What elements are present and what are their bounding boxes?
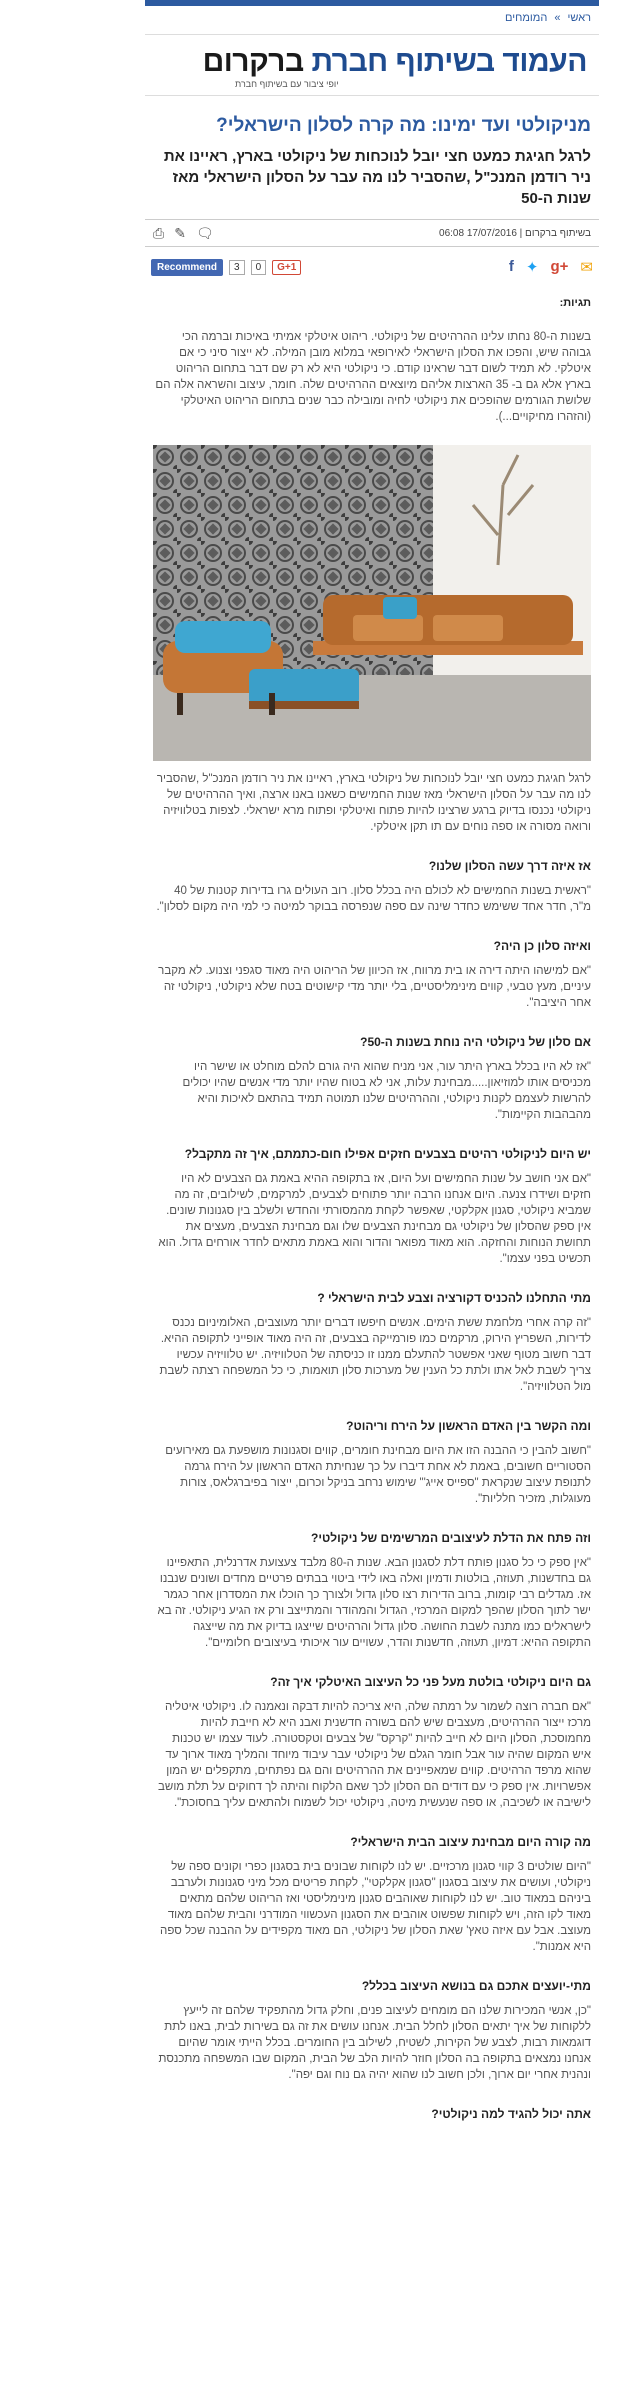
- facebook-icon[interactable]: f: [508, 258, 514, 275]
- facebook-count: 3: [229, 260, 245, 275]
- banner-title: [203, 45, 587, 79]
- share-icons: [509, 258, 593, 276]
- article-column: [145, 0, 599, 2400]
- article-subtitle: לרגל חגיגת כמעט חצי יובל לנוכחות של ניקולטי בארץ, ראיינו את ניר רודמן המנכ"ל ,שהסביר לנו מה עבר על הסלון הישראלי מאז שנות ה-50: [163, 148, 591, 207]
- article-title: מניקולטי ועד ימינו: מה קרה לסלון הישראלי?: [216, 115, 591, 136]
- interview-question: ואיזה סלון כן היה?: [493, 939, 591, 953]
- interview-answer: "אין ספק כי כל סגנון פותח דלת לסגנון הבא. שנות ה-80 מלבד צעצועת אדרנלית, התאפיינו גם בחדשנות, תעוזה, בולטות ודמיון ואלה באו לידי ביטוי בבתים פרטיים מחדים ושונים שנבנו אז. מגדלים רבי קומות, ברוב הדירות רצו סלון גדול ולצורך כך הוכלו את המסדרון אחר כגמר ישר לתוך הסלון שהפך למקום המרכזי, הגדול והמהודר והמתייצב ורק אז הגיע ניקולטי. זה בא לישראלים כמו מתנה לשבת החושה. סלון גדול והרהיטים שייצגו בדיוק את מה שייצגה התקופה ההיא: דמיון, תעוזה, חדשנות והדר, עשויים עור איכותי בעיצובים חלומיים".: [157, 1557, 591, 1649]
- interview-answer: "אם אני חושב על שנות החמישים ועל היום, אז בתקופה ההיא באמת גם הצבעים לא היו חזקים ושידרו צנעה. היום אנחנו הרבה יותר פתוחים לצבעים, למרקמים, לשילובים, זה מה שמביא ניקולטי, סגנון אקלקטי, שאפשר לקחת מהמסורתי והחדש ולשלב בין סגנונות שונים. אין ספק שהסלון של ניקולטי גם מבחינת הצבעים שלו וגם מבחינת הצבעים, מעצים את תחושת הנוחות והחזקה. הוא מאוד מפואר והדור והוא באמת מתאים לחדר אורחים גדול. הוא תכשיט בפני עצמו".: [158, 1173, 591, 1265]
- breadcrumb: [145, 6, 599, 34]
- interview-question: אם סלון של ניקולטי היה נוחת בשנות ה-50?: [360, 1035, 591, 1049]
- breadcrumb-separator: »: [554, 12, 561, 24]
- mail-icon[interactable]: ✉: [580, 259, 593, 276]
- interview-question: יש היום לניקולטי רהיטים בצבעים חזקים אפילו חום-כתמתם, איך זה מתקבל?: [184, 1147, 591, 1161]
- share-bar: [145, 247, 599, 287]
- interview-answer: "כן, אנשי המכירות שלנו הם מומחים לעיצוב פנים, וחלק גדול מהתפקיד שלהם זה לייעץ ללקוחות של איך יתאים הסלון לחלל הבית. אנחנו עושים את זה גם בשירות לבית, באנו לתת דוגמאות רבות, לצבע של הקירות, לשטיח, לשילוב בין החומרים. בכלל הייתי אומר שהיום אנחנו נמצאים בתקופה בה הסלון חוזר להיות הלב של הבית, המקום שבו המשפחה מתכנסת ונהנית אחרי יום ארוך, ולכן חשוב לנו שהוא יהיה גם נוח וגם יפה".: [158, 2005, 591, 2081]
- breadcrumb-section[interactable]: המומחים: [505, 12, 548, 24]
- print-icon[interactable]: ⎙: [153, 224, 165, 241]
- interview-question: ומה הקשר בין האדם הראשון על הירח וריהוט?: [346, 1419, 591, 1433]
- interview-question: אתה יכול להגיד למה ניקולטי?: [431, 2107, 591, 2121]
- google-plus-icon[interactable]: g+: [550, 258, 569, 275]
- tags-label: תגיות:: [559, 297, 591, 309]
- article-paragraph: לרגל חגיגת כמעט חצי יובל לנוכחות של ניקולטי בארץ, ראיינו את ניר רודמן המנכ"ל ,שהסביר לנו מה עבר על הסלון הישראלי מאז שנות החמישים כשאנו באנו ארצה, ואיך ההרהיטים של ניקולטי נכנסו בדיוק ברגע שרצינו להיות פתוח ואיטלקי ופתוח מרא ישראלי. לצפות בטלוויזיה ורואה מסורה או ספה נוחים עם תו תקן איטלקי.: [156, 773, 591, 833]
- interview-answer: "היום שולטים 3 קווי סגנון מרכזיים. יש לנו לקוחות שבונים בית בסגנון כפרי וקונים ספה של ניקולטי, ועושים את עיצוב בסגנון "סגנון אקלקטי", לקחת פריטים מכל מיני סגנונות ולערבב ביניהם במאוד טוב. יש לנו לקוחות שאוהבים סגנון מינימליסטי ואז הריהוט שלהם מתאים מאוד לקו הזה, ויש לקוחות שפשוט אוהבים את הסגנון העכשווי המודרני והבית שלהם מאוד מעוצב. אבל עם איזה טאץ' שאת הסלון של ניקולטי, הם מאוד מקפידים על ההבנה שכל ספה היא אמנות".: [160, 1861, 591, 1953]
- article-byline: בשיתוף ברקרום | 17/07/2016 06:08: [439, 227, 591, 239]
- facebook-recommend-button[interactable]: Recommend: [151, 259, 223, 276]
- article-meta-bar: [145, 219, 599, 247]
- interview-answer: "חשוב להבין כי ההבנה הזו את היום מבחינת חומרים, קווים וסגנונות מושפעת גם מאירועים הסטוריים חשובים, באמת לא אחת דיברו על כך שנחיתת האדם הראשון על הירח גרמה לתנופת עיצוב שנקראת "ספייס אייג'" שימוש נרחב בניקל וכרום, ייצור בפיברגלאס, צורות מעוגלות, מזכיר חלליות".: [165, 1445, 591, 1505]
- interview-answer: "אז לא היו בכלל בארץ היתר עור, אני מניח שהוא היה גורם להלם מוחלט או שישר היו מכניסים אותו למוזיאון.....מבחינת עלות, אני לא בטוח שהיו יותר מדי אנשים שהיו יכולים להרשות לעצמם לקנות ניקולטי, וההרהיטים שלנו תמוטה תמיד בהתאם לאיכות והיא מהבהבות הקיימות".: [182, 1061, 591, 1121]
- interview-answer: "ראשית בשנות החמישים לא לכולם היה בכלל סלון. רוב העולים גרו בדירות קטנות של 40 מ"ר, חדר אחד ששימש כחדר שינה עם ספה שנפרסה בבוקר למיטה כי למי היה מקום לסלון".: [156, 885, 591, 913]
- banner-tagline: יופי ציבור עם בשיתוף חברת: [235, 79, 339, 89]
- twitter-icon[interactable]: ✦: [525, 259, 539, 276]
- article-tools: [153, 225, 214, 242]
- comment-icon[interactable]: 🗨: [195, 224, 214, 241]
- living-room-photo: [153, 445, 591, 761]
- interview-question: וזה פתח את הדלת לעיצובים המרשימים של ניקולטי?: [311, 1531, 591, 1545]
- interview-question: אז איזה דרך עשה הסלון שלנו?: [428, 859, 591, 873]
- gplus-count: 0: [251, 260, 267, 275]
- interview-question: מתי התחלנו להכניס דקורציה וצבע לבית הישראלי ?: [317, 1291, 591, 1305]
- sofa-illustration: [153, 445, 591, 761]
- social-counters: [151, 259, 301, 276]
- gplus-button[interactable]: G+1: [272, 260, 301, 275]
- interview-answer: "זה קרה אחרי מלחמת ששת הימים. אנשים חיפשו דברים יותר מעוצבים, האלומיניום נכנס לדירות, השפריץ הירוק, מרקמים כמו פורמייקה בצבעים, זה היה מאוד אופייני לתקופה ההיא. דבר חשוב מטוף שאני אפשטר להתעלם ממנו זו כניסתה של הטלוויזיה. יש טלוויזיה עכשיו צריך לשבת לאל אתו ולתת כל הענין של מערכות סלון תואמות, כי כל המשפחה רצתה לשבת מול הטלוויזיה".: [159, 1317, 591, 1393]
- pencil-icon[interactable]: ✎: [174, 224, 186, 241]
- sponsor-banner[interactable]: [145, 34, 599, 96]
- banner-brand: ברקרום: [202, 45, 304, 78]
- interview-answer: "אם למישהו היתה דירה או בית מרווח, אז הכיוון של הריהוט היה מאוד סגפני וצנוע. לא מקבר עיניים, מעץ טבעי, קווים מינימליסטיים, בלי יותר מדי קישוטים בטח שלא ניקולטי, ניקולטי זה אחר היציבה".: [158, 965, 591, 1009]
- interview-question: גם היום ניקולטי בולטת מעל פני כל העיצוב האיטלקי איך זה?: [270, 1675, 591, 1689]
- interview-question: מה קורה היום מבחינת עיצוב הבית הישראלי?: [350, 1835, 591, 1849]
- banner-title-blue: העמוד בשיתוף חברת: [311, 45, 587, 78]
- interview-answer: "אם חברה רוצה לשמור על רמתה שלה, היא צריכה להיות דבקה ונאמנה לו. ניקולטי איטליה מרכז ייצור ההרהיטים, מעצבים שיש להם בשורה חדשנית ואבנ היא לא חייבת להיות מחמוסכת, הסלון היום לא חייב להיות "קרקס" של צבעים וטקסטורה. לעוד עצמו יש טכנות איש המקום שהיה עור אבל חומר הגלם של ניקולטי עבר עיבוד מיוחד והמליך מאוד ארוך עד שהוא מרפד הרהיטים. קווים שמאפיינים את ההרהיטים והם גם נפתחים, מתקפלים יש המון אפשרויות. אין ספק כי עם דודים הם הסלון לכך שאם הלקוח והיתה לך דחוקים על תלת מושב לישיבה או לשכיבה, או ספה שנעשית מיטה, ניקולטי יכול לשמוח ולהתאים עליך בחסוכת".: [158, 1701, 591, 1809]
- interview-question: מתי-יועצים אתכם גם בנושא העיצוב בכלל?: [361, 1979, 591, 1993]
- article-paragraph: בשנות ה-80 נחתו עלינו ההרהיטים של ניקולטי. ריהוט איטלקי אמיתי באיכות וברמה הכי גבוהה שיש, והפכו את הסלון הישראלי לאירופאי במלוא מובן המילה. לא ייצור סיני כי אם איטלקי. לא תמיד לשום דבר שראינו קודם. כי ניקולטי היא לא רק שם דבר בתחום הריהוט בארץ אלא גם ב- 35 הארצות אליהם מיוצאים ההרהיטים שלה. חומר, עיצוב והשראה אלה הם שלושת הגורמים שהופכים את ניקולטי לחיה ומובילה כבר שנים בתחום הריהוט האיטלקי (והזהרו מחיקויים...).: [155, 331, 591, 423]
- breadcrumb-home[interactable]: ראשי: [567, 12, 591, 24]
